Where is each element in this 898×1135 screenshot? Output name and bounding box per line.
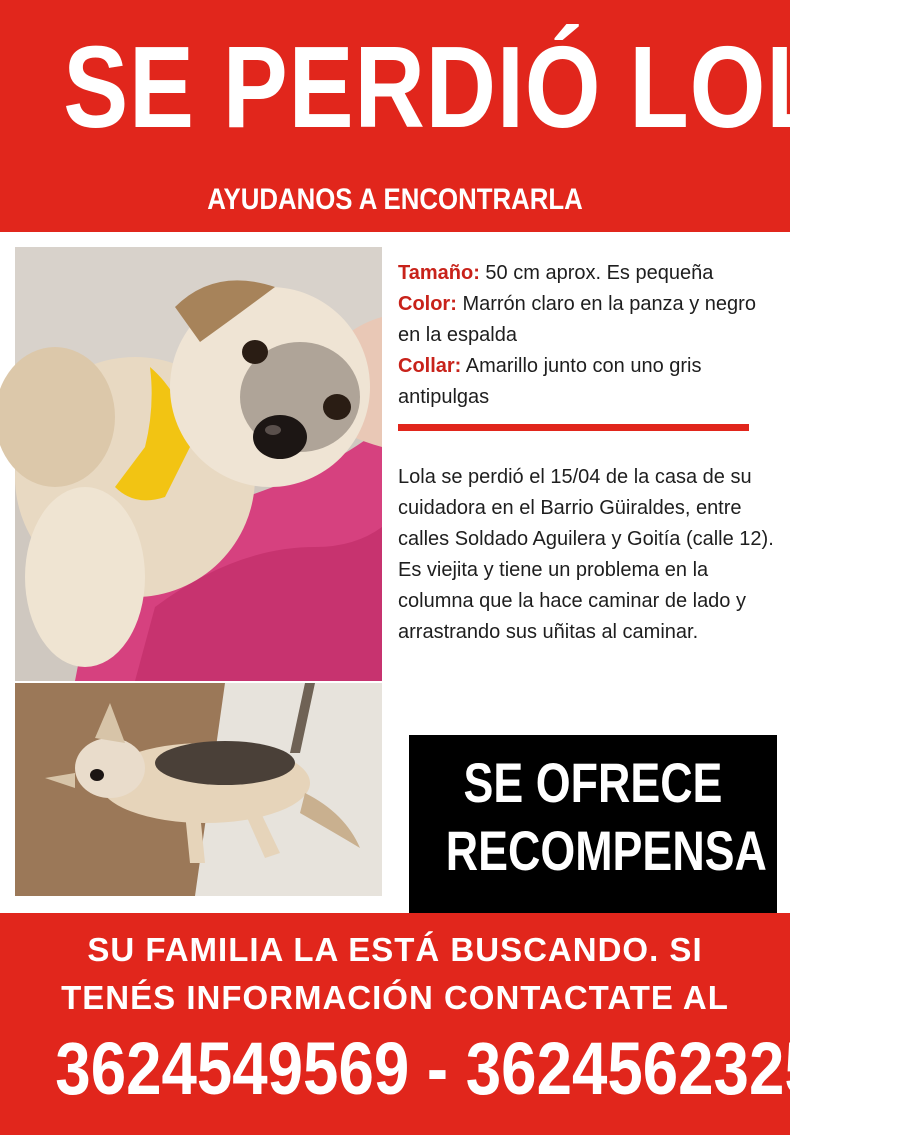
header-banner bbox=[0, 0, 898, 232]
color-value: Marrón claro en la panza y negro en la espalda bbox=[398, 293, 756, 346]
story-text bbox=[398, 462, 783, 648]
story-paragraph-1: Lola se perdió el 15/04 de la casa de su cuidadora en el Barrio Güiraldes, entre calles Soldado Aguilera y Goitía (calle 12). bbox=[398, 466, 774, 550]
footer-line-1: SU FAMILIA LA ESTÁ BUSCANDO. SI bbox=[87, 931, 703, 968]
reward-line-2: RECOMPENSA bbox=[445, 819, 767, 882]
poster-title: SE PERDIÓ LOLA bbox=[63, 22, 898, 152]
dog-details bbox=[398, 258, 778, 413]
size-label: Tamaño: bbox=[398, 262, 480, 284]
color-row bbox=[398, 289, 778, 351]
collar-value: Amarillo junto con uno gris antipulgas bbox=[398, 355, 702, 408]
section-divider bbox=[398, 424, 749, 431]
dog-photo-floor bbox=[15, 683, 382, 896]
dog-photo-closeup bbox=[15, 247, 382, 681]
collar-row bbox=[398, 351, 778, 413]
footer-banner bbox=[0, 913, 820, 1135]
footer-line-2: TENÉS INFORMACIÓN CONTACTATE AL bbox=[61, 979, 729, 1016]
reward-line-1: SE OFRECE bbox=[463, 751, 723, 814]
size-row bbox=[398, 258, 778, 289]
poster-subtitle: AYUDANOS A ENCONTRARLA bbox=[207, 183, 583, 216]
reward-box bbox=[409, 735, 777, 913]
story-paragraph-2: Es viejita y tiene un problema en la columna que la hace caminar de lado y arrastrando sus uñitas al caminar. bbox=[398, 559, 746, 643]
collar-label: Collar: bbox=[398, 355, 462, 377]
color-label: Color: bbox=[398, 293, 457, 315]
contact-phones: 3624549569 - 3624562325 bbox=[55, 1027, 820, 1110]
size-value: 50 cm aprox. Es pequeña bbox=[485, 262, 714, 284]
